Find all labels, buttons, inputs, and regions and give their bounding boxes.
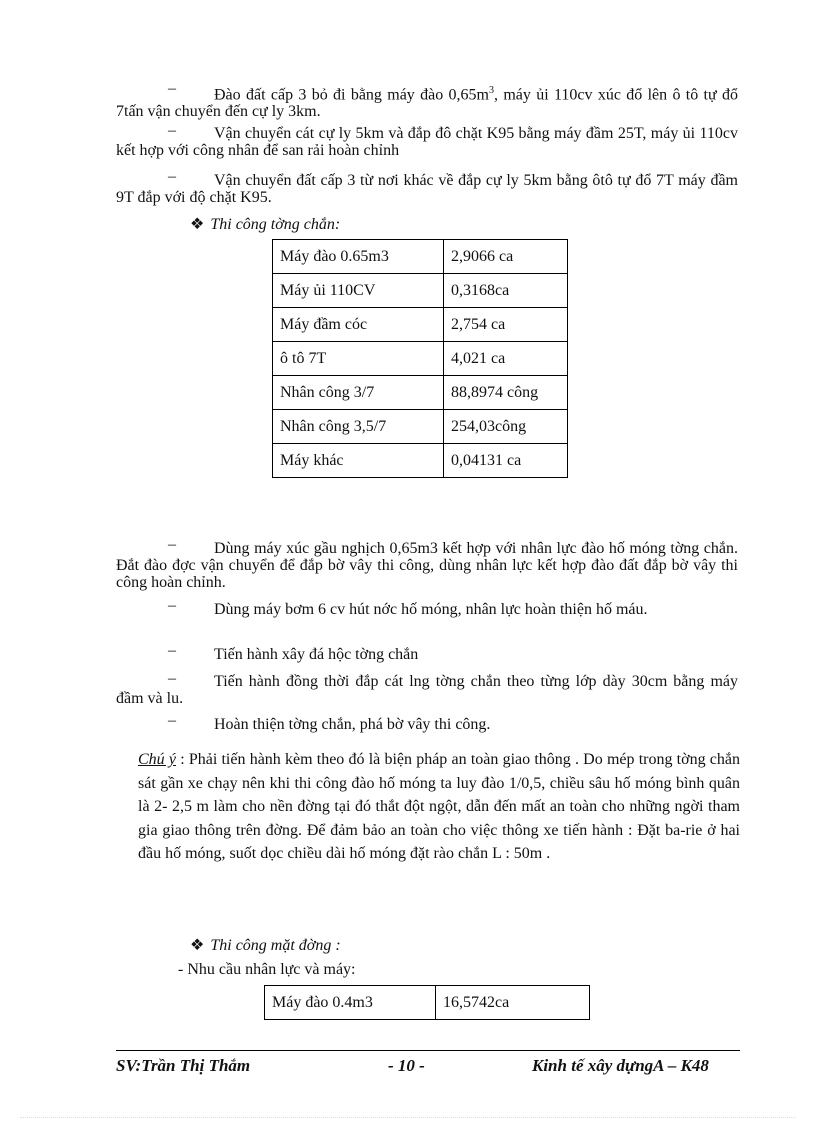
table-row: Nhân công 3/7 88,8974 công [273,376,568,410]
diamond-bullet-icon: ❖ [190,216,205,233]
dash-marker: – [168,597,176,614]
paragraph-1: Đào đất cấp 3 bỏ đi bằng máy đào $0,65m^3$, máy ủi 110cv xúc đổ lên ô tô tự đổ 7tấn vận chuyển đến cự ly 3km. [116,85,738,121]
footer-divider [116,1050,740,1051]
step-5: Hoàn thiện tờng chắn, phá bờ vây thi công. [214,716,491,733]
dash-marker: – [168,670,176,687]
safety-note: Chú ý : Phải tiến hành kèm theo đó là biện pháp an toàn giao thông . Do mép trong tờng chắn sát gần xe chạy nên khi thi công đào hố móng ta luy đào 1/0,5, chiều sâu hố móng bình quân là 2- 2,5 m làm cho nền đờng tại đó thắt đột ngột, dẫn đến mất an toàn cho những ngời tham gia giao thông trên đờng. Để đảm bảo an toàn cho việc thông xe tiến hành : Đặt ba-rie ở hai đầu hố móng, suốt dọc chiều dài hố móng đặt rào chắn L : 50m . [138,751,740,862]
section-heading-retaining-wall: ❖ Thi công tờng chắn: [190,216,341,233]
requirements-line: - Nhu cầu nhân lực và máy: [178,961,356,978]
step-4: Tiến hành đồng thời đắp cát lng tờng chắn theo từng lớp dày 30cm bằng máy đầm và lu. [116,673,738,707]
footer-course: Kinh tế xây dựngA – K48 [532,1056,709,1075]
table-row: Máy ủi 110CV 0,3168ca [273,274,568,308]
diamond-bullet-icon: ❖ [190,937,205,954]
note-label: Chú ý [138,751,176,768]
paragraph-3: Vận chuyển đất cấp 3 từ nơi khác về đắp cự ly 5km bằng ôtô tự đổ 7T máy đầm 9T đắp với độ chặt K95. [116,172,738,206]
table-row: ô tô 7T 4,021 ca [273,342,568,376]
resource-table-retaining-wall [272,239,568,478]
table-row: Máy đào 0.65m3 2,9066 ca [273,240,568,274]
footer-page-number: - 10 - [388,1056,425,1075]
step-3: Tiến hành xây đá hộc tờng chắn [214,646,419,663]
dash-marker: – [168,168,176,185]
step-1: Dùng máy xúc gầu nghịch 0,65m3 kết hợp với nhân lực đào hố móng tờng chắn. Đắt đào đợc vận chuyển để đắp bờ vây thi công, dùng nhân lực kết hợp đào đất đắp bờ vây thi công hoàn chỉnh. [116,540,738,591]
dash-marker: – [168,122,176,139]
section-heading-road-surface: ❖ Thi công mặt đờng : [190,937,341,954]
table-row: Máy đào 0.4m3 16,5742ca [265,986,590,1020]
dash-marker: – [168,642,176,659]
dash-marker: – [168,712,176,729]
dash-marker: – [168,80,176,97]
footer-author: SV:Trần Thị Thắm [116,1056,251,1075]
paragraph-2: Vận chuyển cát cự ly 5km và đắp đô chặt K95 bằng máy đầm 25T, máy ủi 110cv kết hợp với công nhân để san rải hoàn chỉnh [116,125,738,159]
page-edge [20,1117,796,1118]
step-2: Dùng máy bơm 6 cv hút nớc hố móng, nhân lực hoàn thiện hố máu. [214,601,648,618]
table-row: Nhân công 3,5/7 254,03công [273,410,568,444]
table-row: Máy đầm cóc 2,754 ca [273,308,568,342]
table-row: Máy khác 0,04131 ca [273,444,568,478]
dash-marker: – [168,536,176,553]
resource-table-road-surface [264,985,590,1020]
